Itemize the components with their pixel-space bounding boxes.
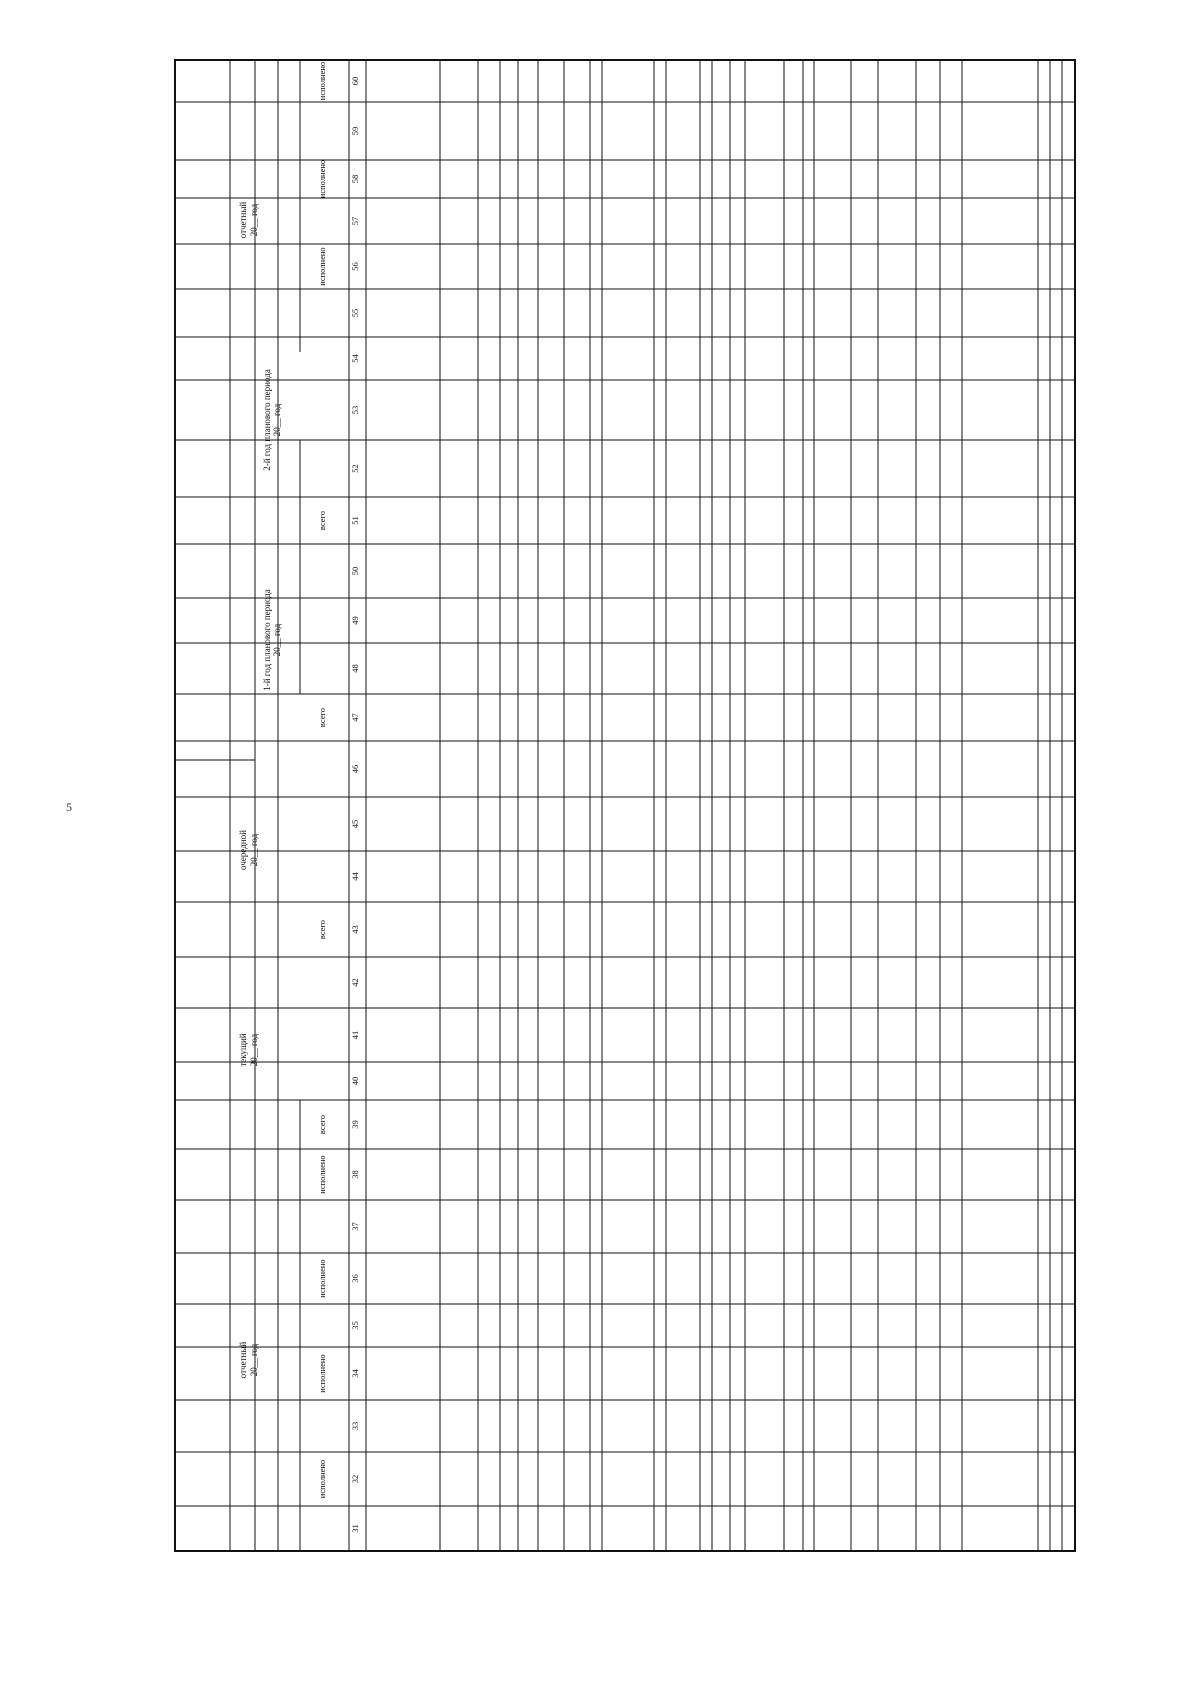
col-label-17: всего (317, 707, 327, 728)
hdr-year-6: 20__ год (249, 203, 259, 237)
col-label-2: исполнено (317, 1459, 327, 1499)
col-number-50: 50 (350, 566, 360, 576)
col-number-60: 60 (350, 76, 360, 86)
col-number-35: 35 (350, 1321, 360, 1330)
col-number-37: 37 (350, 1222, 360, 1231)
hdr-year-4: 20__ год (272, 623, 282, 657)
col-label-8: исполнено (317, 1155, 327, 1194)
col-label-21: всего (317, 510, 327, 531)
col-number-56: 56 (350, 262, 360, 271)
col-label-26: исполнено (317, 247, 327, 286)
hdr-tekushchy: текущий (238, 1033, 248, 1067)
hdr-second-year: 2-й год планового периода (262, 369, 272, 471)
header-texts (238, 62, 327, 1498)
hdr-otchetny: отчетный (238, 1341, 248, 1379)
col-number-36: 36 (350, 1274, 360, 1283)
col-number-58: 58 (350, 174, 360, 184)
col-number-39: 39 (350, 1120, 360, 1129)
col-number-45: 45 (350, 819, 360, 829)
col-number-59: 59 (350, 126, 360, 136)
col-label-28: исполнено (317, 159, 327, 199)
col-number-48: 48 (350, 664, 360, 673)
col-number-57: 57 (350, 216, 360, 226)
col-label-13: всего (317, 919, 327, 940)
col-number-47: 47 (350, 713, 360, 722)
col-label-9: всего (317, 1114, 327, 1135)
hdr-first-year: 1-й год планового периода (262, 589, 272, 691)
col-number-54: 54 (350, 354, 360, 363)
col-number-49: 49 (350, 616, 360, 625)
col-number-41: 41 (350, 1030, 360, 1040)
col-number-38: 38 (350, 1170, 360, 1179)
col-number-32: 32 (350, 1474, 360, 1484)
col-number-46: 46 (350, 764, 360, 774)
col-label-4: исполнено (317, 1354, 327, 1393)
hdr-year-3: 20__ год (249, 833, 259, 867)
col-number-40: 40 (350, 1076, 360, 1086)
col-number-33: 33 (350, 1421, 360, 1431)
column-number-row (350, 77, 360, 1533)
col-number-52: 52 (350, 464, 360, 473)
col-number-31: 31 (350, 1524, 360, 1533)
hdr-year-1: 20__ год (249, 1343, 259, 1377)
col-number-53: 53 (350, 405, 360, 415)
hdr-ocherednoy: очередной (238, 830, 248, 870)
col-label-30: исполнено (317, 61, 327, 101)
hdr-otchetny-2: отчетный (238, 201, 248, 239)
page-number: 5 (66, 800, 72, 814)
col-number-51: 51 (350, 516, 360, 525)
col-number-55: 55 (350, 308, 360, 318)
col-number-44: 44 (350, 872, 360, 881)
hdr-year-2: 20__ год (249, 1033, 259, 1067)
col-number-43: 43 (350, 925, 360, 934)
col-number-34: 34 (350, 1369, 360, 1378)
col-label-6: исполнено (317, 1259, 327, 1298)
hdr-year-5: 20__ год (272, 403, 282, 437)
col-number-42: 42 (350, 978, 360, 987)
